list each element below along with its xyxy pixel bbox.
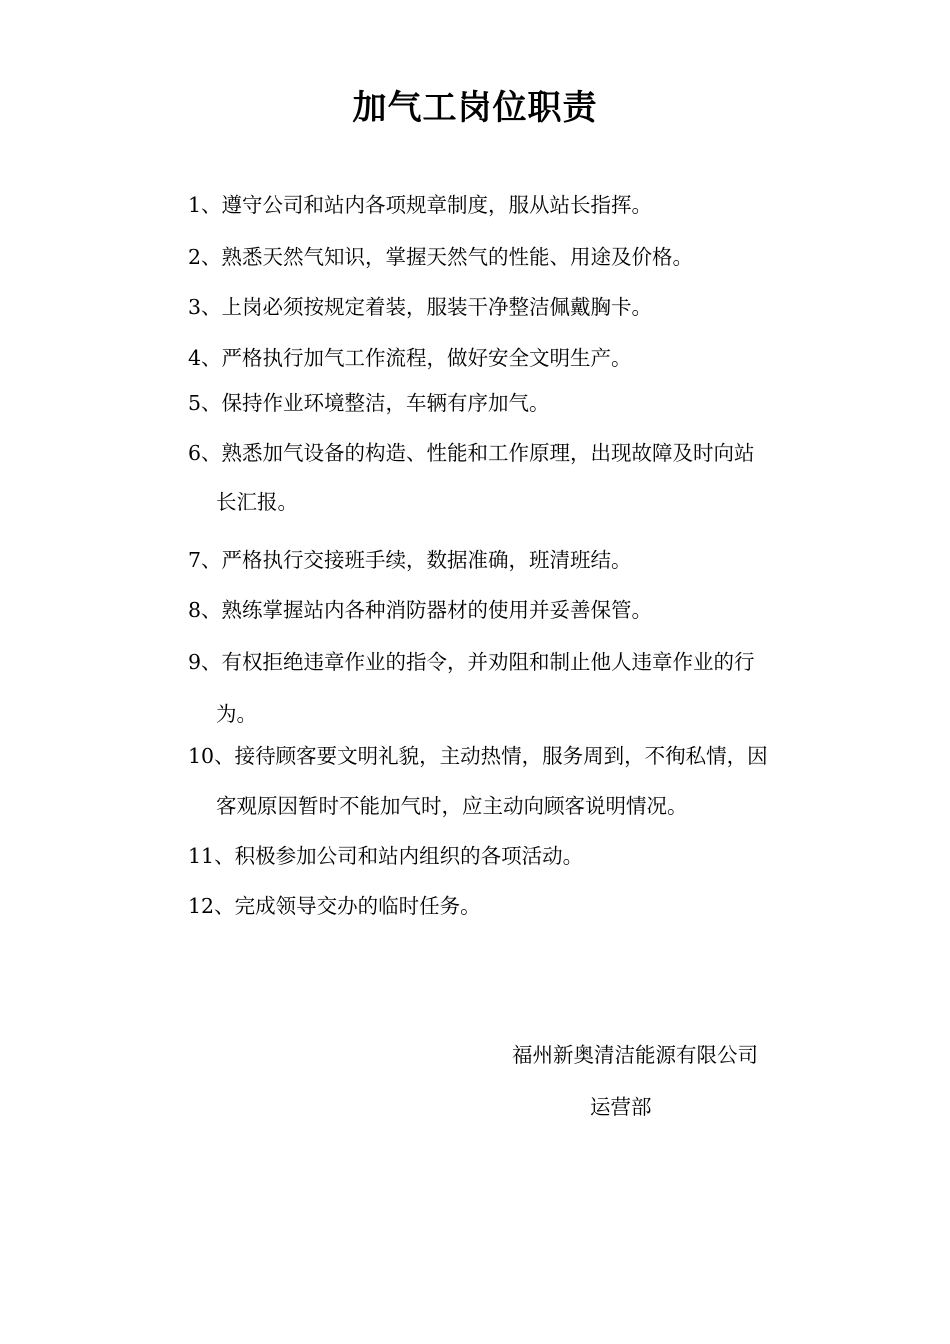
duty-item-6-continued: 长汇报。: [216, 490, 298, 514]
duty-item-3: 3、上岗必须按规定着装，服装干净整洁佩戴胸卡。: [188, 295, 653, 319]
duty-item-8: 8、熟练掌握站内各种消防器材的使用并妥善保管。: [188, 598, 653, 622]
duty-item-4: 4、严格执行加气工作流程，做好安全文明生产。: [188, 346, 632, 370]
duty-item-12: 12、完成领导交办的临时任务。: [188, 894, 481, 918]
duty-item-10-continued: 客观原因暂时不能加气时，应主动向顾客说明情况。: [216, 794, 688, 818]
duty-item-6: 6、熟悉加气设备的构造、性能和工作原理，出现故障及时向站: [188, 441, 755, 465]
department-name: 运营部: [590, 1095, 652, 1119]
duty-item-2: 2、熟悉天然气知识，掌握天然气的性能、用途及价格。: [188, 245, 694, 269]
duty-item-10: 10、接待顾客要文明礼貌，主动热情，服务周到，不徇私情，因: [188, 744, 768, 768]
duty-item-5: 5、保持作业环境整洁，车辆有序加气。: [188, 391, 550, 415]
page-title: 加气工岗位职责: [352, 88, 598, 128]
duty-item-1: 1、遵守公司和站内各项规章制度，服从站长指挥。: [188, 193, 653, 217]
duty-item-9-continued: 为。: [216, 702, 257, 726]
duty-item-11: 11、积极参加公司和站内组织的各项活动。: [188, 844, 584, 868]
duty-item-7: 7、严格执行交接班手续，数据准确，班清班结。: [188, 548, 632, 572]
duty-item-9: 9、有权拒绝违章作业的指令，并劝阻和制止他人违章作业的行: [188, 650, 755, 674]
company-name: 福州新奥清洁能源有限公司: [512, 1043, 758, 1067]
